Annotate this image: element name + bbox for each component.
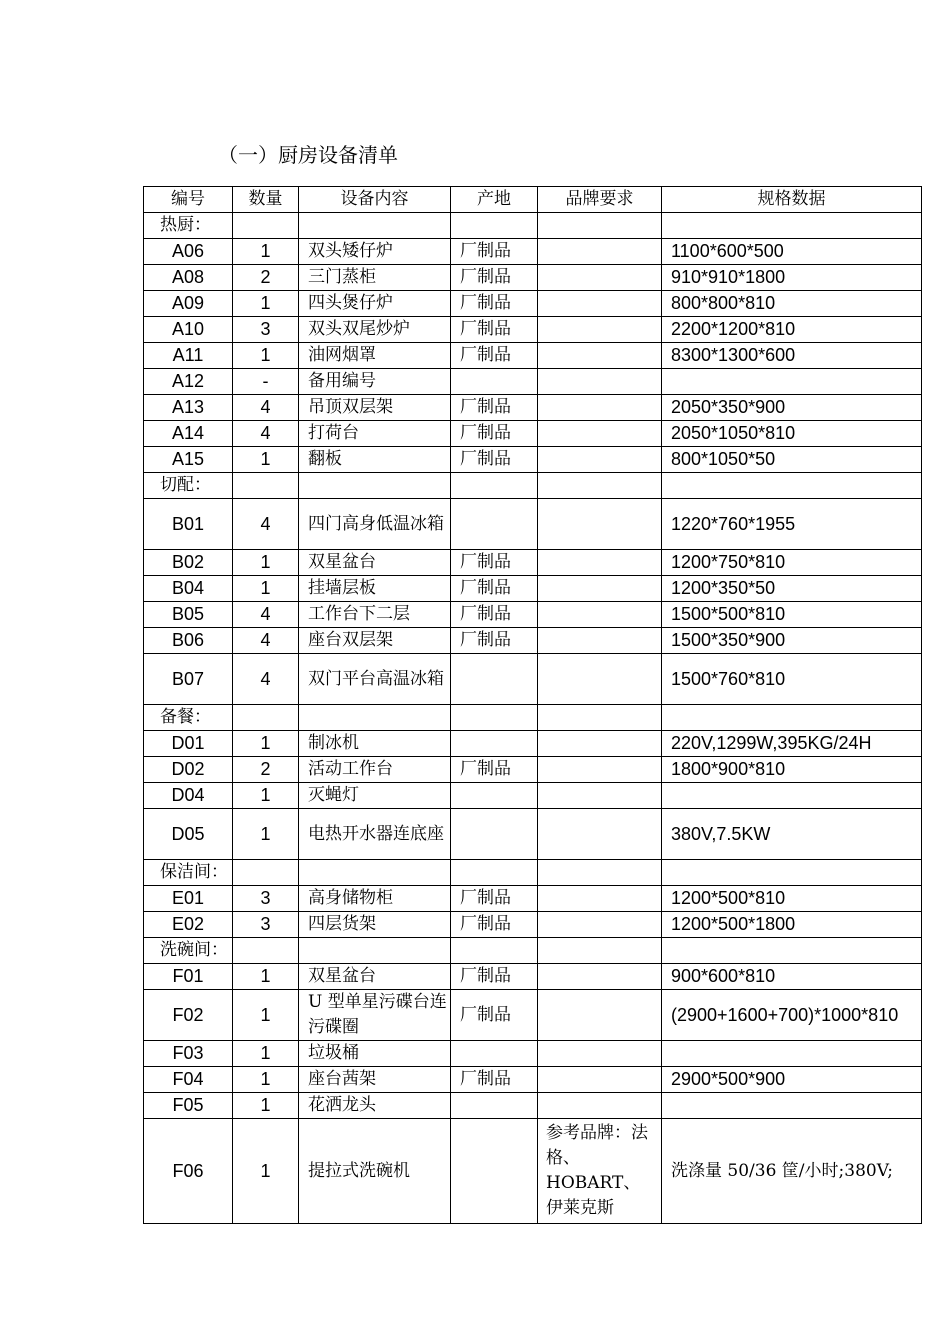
cell-id: D02	[144, 757, 233, 783]
cell-origin: 厂制品	[451, 757, 538, 783]
table-row	[144, 654, 922, 705]
cell-id: E01	[144, 886, 233, 912]
cell-origin: 厂制品	[451, 265, 538, 291]
cell-item: 提拉式洗碗机	[299, 1119, 451, 1224]
cell-spec: 1100*600*500	[662, 239, 922, 265]
cell-id: F01	[144, 964, 233, 990]
cell-brand	[538, 1067, 662, 1093]
cell-qty: 3	[233, 912, 299, 938]
cell-origin: 厂制品	[451, 317, 538, 343]
cell-id: B07	[144, 654, 233, 705]
cell-item: 双门平台高温冰箱	[299, 654, 451, 705]
empty-cell	[538, 705, 662, 731]
cell-id: A15	[144, 447, 233, 473]
cell-spec: 910*910*1800	[662, 265, 922, 291]
cell-id: D01	[144, 731, 233, 757]
cell-spec: 220V,1299W,395KG/24H	[662, 731, 922, 757]
table-row	[144, 1041, 922, 1067]
empty-cell	[299, 705, 451, 731]
cell-qty: 1	[233, 1041, 299, 1067]
cell-qty: 1	[233, 291, 299, 317]
empty-cell	[299, 473, 451, 499]
empty-cell	[538, 938, 662, 964]
header-id: 编号	[144, 187, 233, 213]
cell-spec: 380V,7.5KW	[662, 809, 922, 860]
cell-brand	[538, 1041, 662, 1067]
cell-id: E02	[144, 912, 233, 938]
cell-brand	[538, 395, 662, 421]
header-item: 设备内容	[299, 187, 451, 213]
cell-item: 工作台下二层	[299, 602, 451, 628]
cell-id: B05	[144, 602, 233, 628]
table-row	[144, 239, 922, 265]
cell-origin: 厂制品	[451, 964, 538, 990]
category-row	[144, 705, 922, 731]
cell-id: B04	[144, 576, 233, 602]
table-row	[144, 369, 922, 395]
cell-id: F05	[144, 1093, 233, 1119]
cell-qty: 4	[233, 654, 299, 705]
table-row	[144, 1119, 922, 1224]
table-row	[144, 964, 922, 990]
empty-cell	[233, 473, 299, 499]
table-row	[144, 291, 922, 317]
cell-brand	[538, 447, 662, 473]
page-title: （一）厨房设备清单	[218, 143, 398, 167]
empty-cell	[233, 705, 299, 731]
cell-brand	[538, 317, 662, 343]
cell-qty: 2	[233, 265, 299, 291]
table-row	[144, 757, 922, 783]
category-label: 热厨：	[144, 213, 233, 239]
category-label: 切配：	[144, 473, 233, 499]
cell-id: A09	[144, 291, 233, 317]
cell-origin	[451, 1093, 538, 1119]
empty-cell	[662, 860, 922, 886]
cell-id: F06	[144, 1119, 233, 1224]
cell-qty: 4	[233, 602, 299, 628]
cell-origin: 厂制品	[451, 1067, 538, 1093]
cell-brand	[538, 239, 662, 265]
table-row	[144, 395, 922, 421]
empty-cell	[538, 860, 662, 886]
table-row	[144, 990, 922, 1041]
table-row	[144, 1093, 922, 1119]
cell-qty: 1	[233, 964, 299, 990]
empty-cell	[662, 938, 922, 964]
cell-item: 花洒龙头	[299, 1093, 451, 1119]
cell-brand	[538, 886, 662, 912]
empty-cell	[233, 213, 299, 239]
category-label: 备餐：	[144, 705, 233, 731]
cell-origin	[451, 731, 538, 757]
cell-item: 制冰机	[299, 731, 451, 757]
cell-spec: 1200*350*50	[662, 576, 922, 602]
cell-origin	[451, 783, 538, 809]
cell-item: 吊顶双层架	[299, 395, 451, 421]
cell-spec	[662, 369, 922, 395]
table-header-row	[144, 187, 922, 213]
cell-spec: 800*800*810	[662, 291, 922, 317]
cell-spec: 1220*760*1955	[662, 499, 922, 550]
cell-id: A08	[144, 265, 233, 291]
cell-spec: 1200*750*810	[662, 550, 922, 576]
cell-item: 油网烟罩	[299, 343, 451, 369]
cell-qty: 1	[233, 809, 299, 860]
cell-brand	[538, 343, 662, 369]
cell-item: 双星盆台	[299, 964, 451, 990]
cell-qty: 4	[233, 395, 299, 421]
cell-id: A06	[144, 239, 233, 265]
header-origin: 产地	[451, 187, 538, 213]
cell-item: 三门蒸柜	[299, 265, 451, 291]
table-row	[144, 731, 922, 757]
cell-spec: 2900*500*900	[662, 1067, 922, 1093]
table-row	[144, 265, 922, 291]
cell-origin: 厂制品	[451, 239, 538, 265]
cell-brand	[538, 912, 662, 938]
header-spec: 规格数据	[662, 187, 922, 213]
table-row	[144, 421, 922, 447]
cell-qty: 4	[233, 499, 299, 550]
cell-id: B06	[144, 628, 233, 654]
cell-id: F03	[144, 1041, 233, 1067]
cell-origin	[451, 1041, 538, 1067]
cell-origin	[451, 654, 538, 705]
category-row	[144, 860, 922, 886]
cell-id: A12	[144, 369, 233, 395]
category-row	[144, 213, 922, 239]
cell-item: 灭蝇灯	[299, 783, 451, 809]
table-row	[144, 912, 922, 938]
table-row	[144, 1067, 922, 1093]
cell-origin	[451, 1119, 538, 1224]
empty-cell	[662, 705, 922, 731]
cell-origin: 厂制品	[451, 550, 538, 576]
cell-item: 备用编号	[299, 369, 451, 395]
cell-spec: 洗涤量 50/36 筐/小时;380V;	[662, 1119, 922, 1224]
table-row	[144, 628, 922, 654]
equipment-table	[143, 186, 922, 1224]
cell-brand	[538, 809, 662, 860]
table-row	[144, 343, 922, 369]
cell-id: B02	[144, 550, 233, 576]
cell-spec: 2050*350*900	[662, 395, 922, 421]
cell-id: F04	[144, 1067, 233, 1093]
cell-id: F02	[144, 990, 233, 1041]
cell-brand	[538, 990, 662, 1041]
cell-qty: 1	[233, 1093, 299, 1119]
cell-id: B01	[144, 499, 233, 550]
cell-spec: (2900+1600+700)*1000*810	[662, 990, 922, 1041]
cell-qty: 4	[233, 421, 299, 447]
cell-origin	[451, 499, 538, 550]
cell-brand	[538, 421, 662, 447]
cell-brand: 参考品牌：法格、HOBART、伊莱克斯	[538, 1119, 662, 1224]
cell-qty: 2	[233, 757, 299, 783]
cell-item: 四门高身低温冰箱	[299, 499, 451, 550]
cell-origin: 厂制品	[451, 421, 538, 447]
cell-spec: 1500*350*900	[662, 628, 922, 654]
table-row	[144, 447, 922, 473]
cell-item: 电热开水器连底座	[299, 809, 451, 860]
cell-qty: 1	[233, 731, 299, 757]
cell-brand	[538, 757, 662, 783]
cell-qty: 1	[233, 239, 299, 265]
table-row	[144, 602, 922, 628]
cell-qty: 1	[233, 1119, 299, 1224]
header-brand: 品牌要求	[538, 187, 662, 213]
cell-brand	[538, 576, 662, 602]
cell-origin	[451, 369, 538, 395]
cell-spec: 1200*500*1800	[662, 912, 922, 938]
empty-cell	[451, 705, 538, 731]
empty-cell	[233, 860, 299, 886]
empty-cell	[299, 860, 451, 886]
cell-qty: 3	[233, 317, 299, 343]
table-row	[144, 576, 922, 602]
cell-brand	[538, 499, 662, 550]
empty-cell	[451, 860, 538, 886]
cell-item: 垃圾桶	[299, 1041, 451, 1067]
cell-brand	[538, 628, 662, 654]
cell-origin: 厂制品	[451, 447, 538, 473]
cell-brand	[538, 291, 662, 317]
table-row	[144, 550, 922, 576]
cell-item: 活动工作台	[299, 757, 451, 783]
cell-qty: 1	[233, 576, 299, 602]
cell-origin: 厂制品	[451, 343, 538, 369]
cell-qty: 3	[233, 886, 299, 912]
cell-id: D05	[144, 809, 233, 860]
cell-spec: 1200*500*810	[662, 886, 922, 912]
cell-id: A11	[144, 343, 233, 369]
cell-qty: 4	[233, 628, 299, 654]
table-row	[144, 809, 922, 860]
cell-item: 打荷台	[299, 421, 451, 447]
empty-cell	[451, 213, 538, 239]
cell-origin	[451, 809, 538, 860]
empty-cell	[538, 473, 662, 499]
table-row	[144, 886, 922, 912]
category-label: 保洁间：	[144, 860, 233, 886]
cell-id: A14	[144, 421, 233, 447]
cell-qty: -	[233, 369, 299, 395]
cell-spec: 1800*900*810	[662, 757, 922, 783]
cell-id: A13	[144, 395, 233, 421]
cell-item: 座台双层架	[299, 628, 451, 654]
empty-cell	[299, 938, 451, 964]
cell-id: D04	[144, 783, 233, 809]
category-row	[144, 938, 922, 964]
cell-item: 翻板	[299, 447, 451, 473]
cell-brand	[538, 265, 662, 291]
empty-cell	[451, 473, 538, 499]
cell-brand	[538, 964, 662, 990]
table-body	[144, 213, 922, 1224]
empty-cell	[538, 213, 662, 239]
cell-spec: 800*1050*50	[662, 447, 922, 473]
cell-id: A10	[144, 317, 233, 343]
cell-qty: 1	[233, 783, 299, 809]
cell-origin: 厂制品	[451, 990, 538, 1041]
cell-item: U 型单星污碟台连污碟圈	[299, 990, 451, 1041]
cell-item: 双头双尾炒炉	[299, 317, 451, 343]
cell-spec: 8300*1300*600	[662, 343, 922, 369]
table-row	[144, 317, 922, 343]
cell-origin: 厂制品	[451, 886, 538, 912]
cell-spec	[662, 1041, 922, 1067]
empty-cell	[451, 938, 538, 964]
cell-spec	[662, 783, 922, 809]
cell-brand	[538, 654, 662, 705]
cell-item: 高身储物柜	[299, 886, 451, 912]
cell-origin: 厂制品	[451, 912, 538, 938]
cell-item: 座台茜架	[299, 1067, 451, 1093]
cell-spec: 900*600*810	[662, 964, 922, 990]
cell-item: 双头矮仔炉	[299, 239, 451, 265]
cell-spec: 2200*1200*810	[662, 317, 922, 343]
empty-cell	[233, 938, 299, 964]
cell-origin: 厂制品	[451, 628, 538, 654]
cell-qty: 1	[233, 990, 299, 1041]
header-qty: 数量	[233, 187, 299, 213]
cell-spec: 2050*1050*810	[662, 421, 922, 447]
cell-origin: 厂制品	[451, 576, 538, 602]
cell-item: 四头煲仔炉	[299, 291, 451, 317]
cell-item: 挂墙层板	[299, 576, 451, 602]
cell-spec: 1500*760*810	[662, 654, 922, 705]
category-label: 洗碗间：	[144, 938, 233, 964]
cell-qty: 1	[233, 447, 299, 473]
cell-qty: 1	[233, 343, 299, 369]
cell-spec	[662, 1093, 922, 1119]
cell-brand	[538, 550, 662, 576]
cell-origin: 厂制品	[451, 291, 538, 317]
table-row	[144, 783, 922, 809]
cell-brand	[538, 783, 662, 809]
cell-qty: 1	[233, 550, 299, 576]
cell-brand	[538, 731, 662, 757]
cell-origin: 厂制品	[451, 602, 538, 628]
category-row	[144, 473, 922, 499]
cell-brand	[538, 369, 662, 395]
empty-cell	[662, 213, 922, 239]
cell-brand	[538, 602, 662, 628]
empty-cell	[662, 473, 922, 499]
cell-qty: 1	[233, 1067, 299, 1093]
cell-item: 四层货架	[299, 912, 451, 938]
cell-origin: 厂制品	[451, 395, 538, 421]
empty-cell	[299, 213, 451, 239]
cell-brand	[538, 1093, 662, 1119]
cell-item: 双星盆台	[299, 550, 451, 576]
cell-spec: 1500*500*810	[662, 602, 922, 628]
table-row	[144, 499, 922, 550]
